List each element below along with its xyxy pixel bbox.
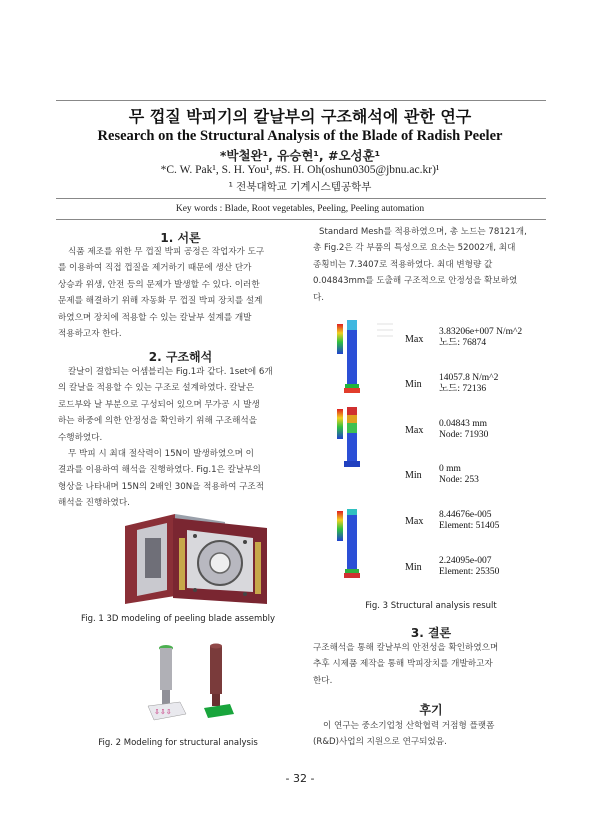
acknowledgment-body xyxy=(313,718,549,751)
figure-2-models xyxy=(140,640,250,725)
figure-2-caption: Fig. 2 Modeling for structural analysis xyxy=(98,738,258,748)
conclusion-body xyxy=(313,640,549,689)
section-heading-analysis: 2. 구조해석 xyxy=(148,350,213,364)
analysis-body-continued xyxy=(313,224,549,306)
blade-assembly-illustration xyxy=(115,508,285,608)
top-rule xyxy=(56,100,546,101)
result-image-stress xyxy=(333,318,403,398)
text-line: 한다. xyxy=(313,675,333,686)
paper-title-english: Research on the Structural Analysis of the Blade of Radish Peeler xyxy=(97,128,503,144)
result-1-min-label: Min xyxy=(405,379,422,390)
text-line: 무 박피 시 최대 절삭력이 15N이 발생하였으며 이 xyxy=(68,449,254,460)
text-line: 종횡비는 7.3407로 적용하였다. 최대 변형량 값 xyxy=(313,259,493,270)
svg-text:⇩⇩⇩: ⇩⇩⇩ xyxy=(154,708,172,716)
text-line: 결과를 이용하여 해석을 진행하였다. Fig.1은 칼날부의 xyxy=(58,465,261,476)
text-line: 로드부와 날 부분으로 구성되어 있으며 무가공 시 발생 xyxy=(58,399,260,410)
result-3-max-values: 8.44676e-005 Element: 51405 xyxy=(439,510,500,531)
figure-1-caption: Fig. 1 3D modeling of peeling blade assembly xyxy=(80,614,276,624)
affiliation: ¹ 전북대학교 기계시스템공학부 xyxy=(228,181,372,193)
text-line: 를 이용하여 직접 껍질을 제거하기 때문에 생산 단가 xyxy=(58,263,252,274)
keywords: Key words : Blade, Root vegetables, Peeling, Peeling automation xyxy=(175,204,425,214)
text-line: 해석을 진행하였다. xyxy=(58,498,130,509)
section-heading-acknowledgment: 후기 xyxy=(419,703,443,717)
result-1-max-label: Max xyxy=(405,334,424,345)
text-line: Standard Mesh를 적용하였으며, 총 노드는 78121개, xyxy=(319,227,527,237)
text-line: 의 칼날을 적용할 수 있는 구조로 설계하였다. 칼날은 xyxy=(58,383,255,394)
text-line: 수행하였다. xyxy=(58,432,103,443)
figure-3-caption: Fig. 3 Structural analysis result xyxy=(365,601,497,611)
result-2-min-values: 0 mm Node: 253 xyxy=(439,464,479,485)
text-line: 식품 제조를 위한 무 껍질 박피 공정은 작업자가 도구 xyxy=(68,247,265,257)
text-line: 구조해석을 통해 칼날부의 안전성을 확인하였으며 xyxy=(313,643,499,653)
result-2-max-label: Max xyxy=(405,425,424,436)
section-heading-intro: 1. 서론 xyxy=(160,231,201,245)
text-line: 상승과 위생, 안전 등의 문제가 발생할 수 있다. 이러한 xyxy=(58,279,260,290)
text-line: 형상을 나타내며 15N의 2배인 30N을 적용하여 구조적 xyxy=(58,481,265,492)
text-line: 추후 시제품 제작을 통해 박피장치를 개발하고자 xyxy=(313,659,493,670)
result-image-displacement xyxy=(333,403,403,478)
text-line: 0.04843mm를 도출해 구조적으로 안정성을 확보하였 xyxy=(313,276,518,287)
result-2-min-label: Min xyxy=(405,470,422,481)
analysis-body xyxy=(58,364,298,512)
section-heading-conclusion: 3. 결론 xyxy=(410,626,452,640)
text-line: 총 Fig.2은 각 부품의 특성으로 요소는 52002개, 최대 xyxy=(313,243,516,254)
paper-title-korean: 무 껍질 박피기의 칼날부의 구조해석에 관한 연구 xyxy=(128,107,472,126)
result-image-strain xyxy=(333,505,403,585)
text-line: (R&D)사업의 지원으로 연구되었음. xyxy=(313,737,447,748)
text-line: 이 연구는 중소기업청 산학협력 거점형 플랫폼 xyxy=(323,721,495,731)
header-rule xyxy=(56,198,546,199)
text-line: 하였으며 장치에 적용할 수 있는 칼날부 설계를 개발 xyxy=(58,312,252,323)
blade-model-illustration xyxy=(140,640,250,725)
text-line: 하는 하중에 의한 안정성을 확인하기 위해 구조해석을 xyxy=(58,416,258,427)
result-2-max-values: 0.04843 mm Node: 71930 xyxy=(439,419,489,440)
keywords-rule xyxy=(56,219,546,220)
result-3-min-label: Min xyxy=(405,562,422,573)
text-line: 적용하고자 한다. xyxy=(58,329,122,340)
result-1-min-values: 14057.8 N/m^2 노드: 72136 xyxy=(439,373,499,394)
page-number: - 32 - xyxy=(285,772,315,785)
text-line: 다. xyxy=(313,292,325,303)
figure-1-assembly xyxy=(115,508,285,608)
result-3-min-values: 2.24095e-007 Element: 25350 xyxy=(439,556,500,577)
text-line: 칼날이 결합되는 어셈블리는 Fig.1과 같다. 1set에 6개 xyxy=(68,367,273,377)
intro-body xyxy=(58,244,298,342)
result-3-max-label: Max xyxy=(405,516,424,527)
authors-korean: *박철완¹, 유승현¹, #오성훈¹ xyxy=(219,148,381,163)
authors-english: *C. W. Pak¹, S. H. You¹, #S. H. Oh(oshun0305@jbnu.ac.kr)¹ xyxy=(160,164,440,176)
result-1-max-values: 3.83206e+007 N/m^2 노드: 76874 xyxy=(439,327,523,348)
text-line: 문제를 해결하기 위해 자동화 무 껍질 박피 장치를 설계 xyxy=(58,296,263,307)
